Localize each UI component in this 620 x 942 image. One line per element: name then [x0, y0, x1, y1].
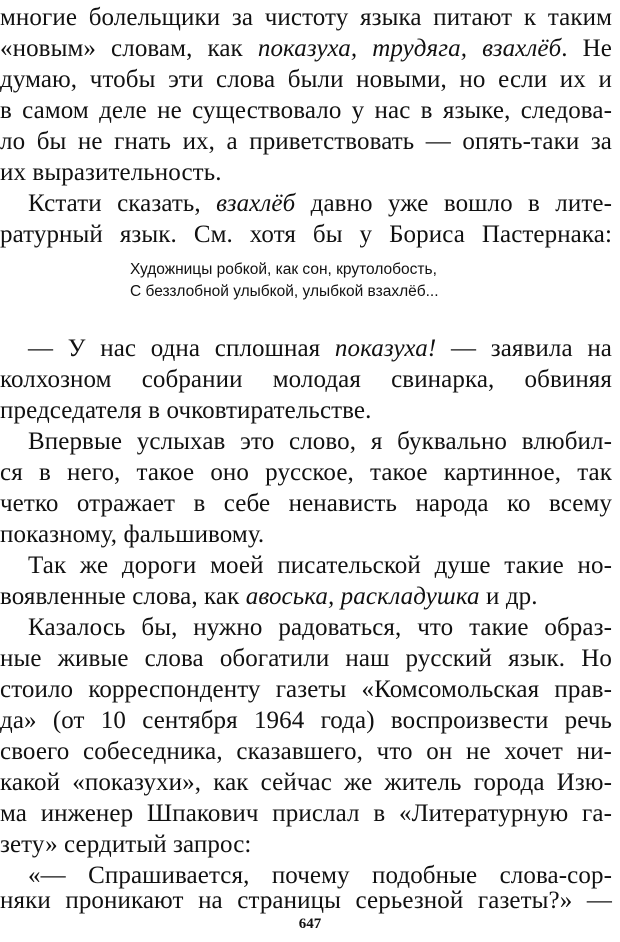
- text-line: [0, 581, 612, 612]
- text-span: . Не: [561, 35, 612, 62]
- italic-words: показуха, трудяга, взахлёб: [257, 35, 562, 62]
- text-span: давно уже вошло в лите-: [295, 190, 613, 217]
- text-line: показному, фальшивому.: [0, 521, 265, 548]
- italic-word: взахлёб: [216, 190, 296, 217]
- text-line: многие болельщики за чистоту языка питают к таким: [0, 4, 612, 31]
- text-span: и др.: [479, 583, 538, 610]
- text-line: Казалось бы, нужно радоваться, что такие образ-: [28, 614, 612, 641]
- text-line: ло бы не гнать их, а приветствовать — опять-таки за: [0, 128, 612, 155]
- text-line: ма инженер Шпакович прислал в «Литературную га-: [0, 800, 612, 827]
- text-span: воявленные слова, как: [0, 583, 246, 610]
- text-line: няки проникают на страницы серьезной газеты?» —: [0, 887, 612, 914]
- text-span: — У нас одна сплошная: [28, 335, 335, 362]
- text-line: Так же дороги моей писательской душе такие но-: [28, 552, 612, 579]
- text-span: «новым» словам, как: [0, 35, 258, 62]
- text-line: ные живые слова обогатили наш русский язык. Но: [0, 645, 612, 672]
- text-line: [0, 33, 612, 64]
- text-line: в самом деле не существовало у нас в языке, следова-: [0, 97, 612, 124]
- text-line: зету» сердитый запрос:: [0, 831, 252, 858]
- text-line: ся в него, такое оно русское, такое картинное, так: [0, 459, 612, 486]
- italic-word: показуха!: [334, 335, 437, 362]
- text-line: «— Спрашивается, почему подобные слова-сор-: [28, 862, 612, 889]
- text-line: [28, 333, 612, 364]
- text-line: ратурный язык. См. хотя бы у Бориса Пастернака:: [0, 221, 612, 248]
- text-line: их выразительность.: [0, 159, 222, 186]
- text-line: стоило корреспонденту газеты «Комсомольская прав-: [0, 676, 612, 703]
- text-line: да» (от 10 сентября 1964 года) воспроизвести речь: [0, 707, 612, 734]
- text-line: председателя в очковтирательстве.: [0, 397, 372, 424]
- text-line: какой «показухи», как сейчас же житель города Изю-: [0, 769, 612, 796]
- text-line: четко отражает в себе ненависть народа ко всему: [0, 490, 612, 517]
- text-line: [28, 188, 612, 219]
- text-line: колхозном собрании молодая свинарка, обвиняя: [0, 366, 612, 393]
- text-line: думаю, чтобы эти слова были новыми, но если их и: [0, 66, 612, 93]
- page-number: 647: [298, 916, 322, 932]
- text-line: своего собеседника, сказавшего, что он не хочет ни-: [0, 738, 612, 765]
- verse-line: С беззлобной улыбкой, улыбкой взахлёб...: [130, 283, 439, 300]
- verse-line: Художницы робкой, как сон, крутолобость,: [130, 261, 437, 278]
- text-span: — заявила на: [436, 335, 612, 362]
- text-line: Впервые услыхав это слово, я буквально влюбил-: [28, 428, 612, 455]
- text-span: Кстати сказать,: [28, 190, 217, 217]
- italic-words: авоська, раскладушка: [245, 583, 480, 610]
